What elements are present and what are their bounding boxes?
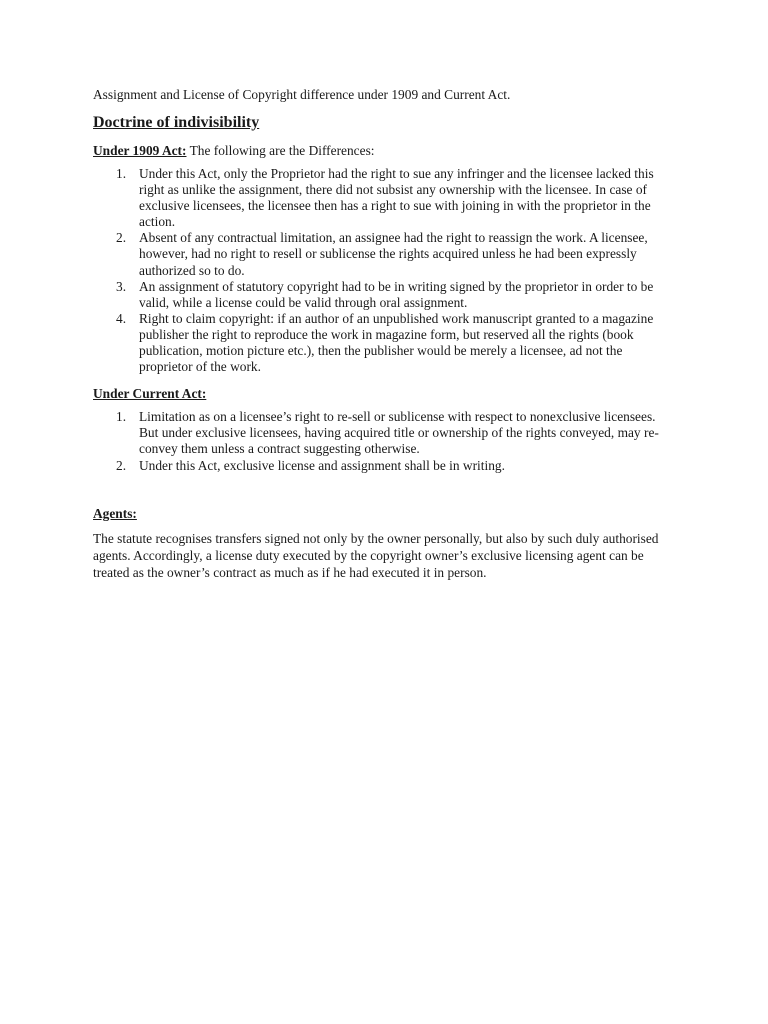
list-item xyxy=(93,230,675,278)
list-item-number: 4. xyxy=(116,310,127,326)
list-item xyxy=(93,166,675,230)
document-content xyxy=(93,86,675,581)
list-item-text: Under this Act, exclusive license and assignment shall be in writing. xyxy=(139,457,505,473)
list-item xyxy=(93,311,675,375)
section-1909-label: Under 1909 Act: xyxy=(93,143,187,158)
section-1909-list xyxy=(93,166,675,375)
list-item-number: 1. xyxy=(116,166,127,181)
section-current-list xyxy=(93,409,675,473)
list-item xyxy=(93,279,675,311)
list-item-text: Limitation as on a licensee’s right to re-sell or sublicense with respect to nonexclusive licensees. But under exclusive licensees, having acquired title or ownership of the rights conveyed, may re-convey them unless a contract suggesting otherwise. xyxy=(139,409,659,457)
main-heading: Doctrine of indivisibility xyxy=(93,114,260,131)
list-item xyxy=(93,409,675,457)
section-agents-heading: Agents: xyxy=(93,505,137,521)
list-item-number: 1. xyxy=(116,409,127,425)
list-item-text: Right to claim copyright: if an author of an unpublished work manuscript granted to a magazine publisher the right to reproduce the work in magazine form, but reserved all the rights (book publication, motion picture etc.), then the publisher would be merely a licensee, ad not the proprietor of the work. xyxy=(139,310,654,375)
section-1909-intro: The following are the Differences: xyxy=(186,143,375,158)
agents-paragraph: The statute recognises transfers signed not only by the owner personally, but also by such duly authorised agents. Accordingly, a license duty executed by the copyright owner’s exclusive licensing agent can be treated as the owner’s contract as much as if he had executed it in person. xyxy=(93,530,659,580)
list-item-number: 2. xyxy=(116,230,127,246)
section-1909-heading xyxy=(93,142,675,159)
list-item-number: 3. xyxy=(116,278,127,294)
list-item xyxy=(93,458,675,474)
list-item-number: 2. xyxy=(116,457,127,473)
list-item-text: Under this Act, only the Proprietor had the right to sue any infringer and the licensee lacked this right as unlike the assignment, there did not subsist any ownership with the licensee. In case of exclusive licensees, the licensee then has a right to sue with joining in with the proprietor in the action. xyxy=(139,166,654,230)
list-item-text: An assignment of statutory copyright had to be in writing signed by the proprietor in order to be valid, while a license could be valid through oral assignment. xyxy=(139,278,654,310)
list-item-text: Absent of any contractual limitation, an assignee had the right to reassign the work. A licensee, however, had no right to resell or sublicense the rights acquired unless he had been expressly authorized so to do. xyxy=(139,230,648,278)
document-title: Assignment and License of Copyright difference under 1909 and Current Act. xyxy=(93,87,511,102)
section-current-heading: Under Current Act: xyxy=(93,386,207,402)
